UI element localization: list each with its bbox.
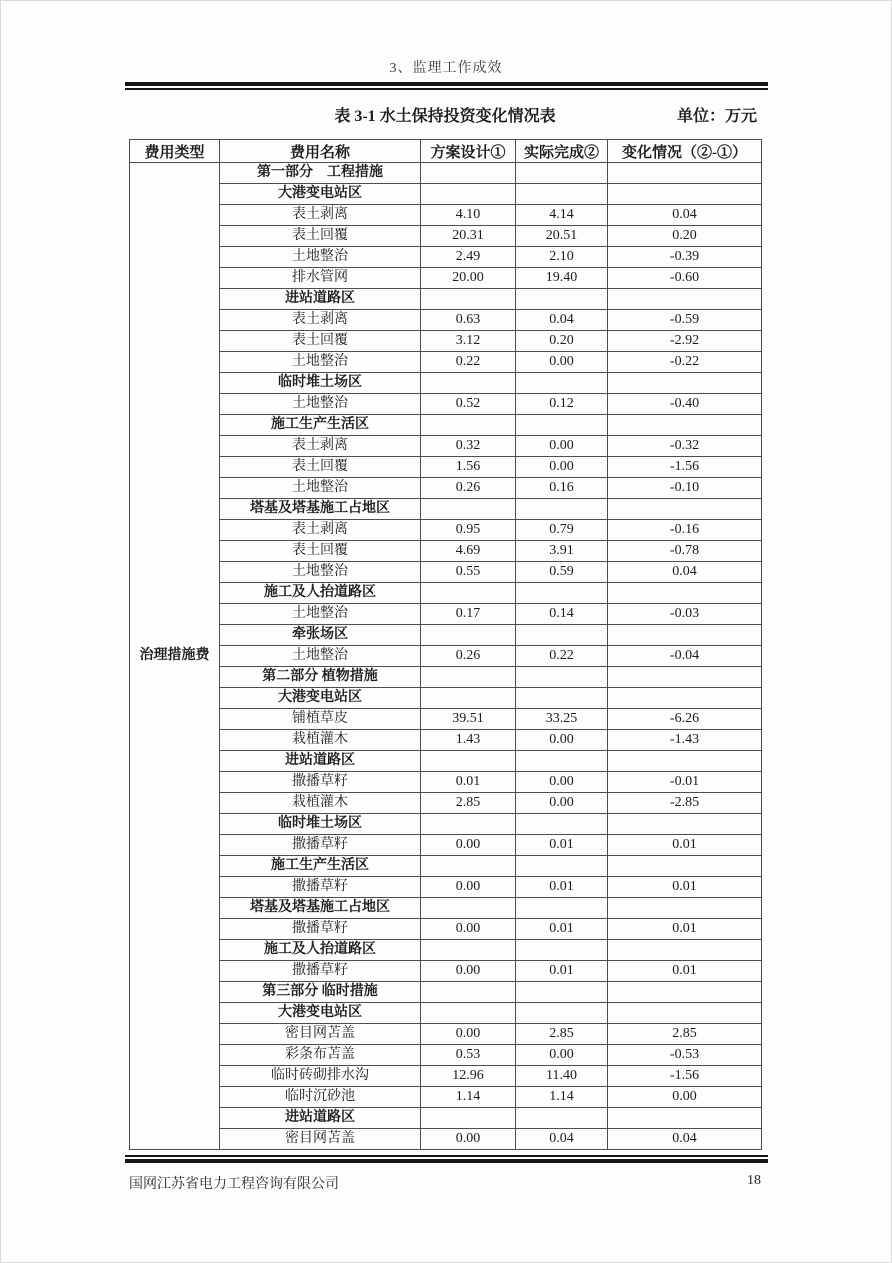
actual-value-cell: 19.40 bbox=[516, 268, 608, 289]
design-value-cell bbox=[421, 184, 516, 205]
change-value-cell bbox=[608, 184, 762, 205]
cost-name-cell: 进站道路区 bbox=[220, 289, 421, 310]
change-value-cell bbox=[608, 415, 762, 436]
change-value-cell: -0.39 bbox=[608, 247, 762, 268]
design-value-cell bbox=[421, 982, 516, 1003]
table-row bbox=[130, 919, 762, 940]
actual-value-cell: 0.00 bbox=[516, 793, 608, 814]
table-row bbox=[130, 436, 762, 457]
table-row bbox=[130, 877, 762, 898]
actual-value-cell bbox=[516, 289, 608, 310]
cost-name-cell: 塔基及塔基施工占地区 bbox=[220, 898, 421, 919]
cost-type-cell: 治理措施费 bbox=[130, 163, 220, 1150]
change-value-cell: 2.85 bbox=[608, 1024, 762, 1045]
change-value-cell bbox=[608, 625, 762, 646]
table-row bbox=[130, 814, 762, 835]
table-row bbox=[130, 856, 762, 877]
change-value-cell bbox=[608, 814, 762, 835]
table-row bbox=[130, 1108, 762, 1129]
design-value-cell bbox=[421, 625, 516, 646]
cost-name-cell: 土地整治 bbox=[220, 247, 421, 268]
table-header-row bbox=[130, 140, 762, 163]
table-row bbox=[130, 163, 762, 184]
table-caption-row bbox=[129, 103, 761, 130]
cost-name-cell: 土地整治 bbox=[220, 394, 421, 415]
design-value-cell: 0.26 bbox=[421, 478, 516, 499]
change-value-cell: -0.16 bbox=[608, 520, 762, 541]
actual-value-cell: 1.14 bbox=[516, 1087, 608, 1108]
table-row bbox=[130, 205, 762, 226]
actual-value-cell: 0.00 bbox=[516, 1045, 608, 1066]
design-value-cell bbox=[421, 940, 516, 961]
table-row bbox=[130, 268, 762, 289]
design-value-cell: 3.12 bbox=[421, 331, 516, 352]
design-value-cell: 0.00 bbox=[421, 835, 516, 856]
design-value-cell: 0.55 bbox=[421, 562, 516, 583]
table-row bbox=[130, 730, 762, 751]
design-value-cell: 0.00 bbox=[421, 919, 516, 940]
cost-name-cell: 撒播草籽 bbox=[220, 835, 421, 856]
change-value-cell bbox=[608, 1003, 762, 1024]
col-header-cost-name: 费用名称 bbox=[220, 140, 421, 163]
table-row bbox=[130, 478, 762, 499]
actual-value-cell: 0.01 bbox=[516, 961, 608, 982]
change-value-cell: -0.32 bbox=[608, 436, 762, 457]
table-row bbox=[130, 1129, 762, 1150]
change-value-cell: -0.78 bbox=[608, 541, 762, 562]
change-value-cell: 0.04 bbox=[608, 562, 762, 583]
change-value-cell: -1.43 bbox=[608, 730, 762, 751]
actual-value-cell: 11.40 bbox=[516, 1066, 608, 1087]
table-row bbox=[130, 373, 762, 394]
cost-name-cell: 栽植灌木 bbox=[220, 730, 421, 751]
table-row bbox=[130, 1045, 762, 1066]
actual-value-cell bbox=[516, 163, 608, 184]
design-value-cell: 1.56 bbox=[421, 457, 516, 478]
table-row bbox=[130, 184, 762, 205]
change-value-cell: -1.56 bbox=[608, 457, 762, 478]
cost-name-cell: 彩条布苫盖 bbox=[220, 1045, 421, 1066]
change-value-cell: -0.01 bbox=[608, 772, 762, 793]
design-value-cell bbox=[421, 373, 516, 394]
table-row bbox=[130, 1087, 762, 1108]
table-row bbox=[130, 646, 762, 667]
design-value-cell: 0.17 bbox=[421, 604, 516, 625]
actual-value-cell: 0.00 bbox=[516, 772, 608, 793]
design-value-cell: 0.00 bbox=[421, 961, 516, 982]
design-value-cell: 2.85 bbox=[421, 793, 516, 814]
cost-name-cell: 表土回覆 bbox=[220, 541, 421, 562]
cost-name-cell: 大港变电站区 bbox=[220, 184, 421, 205]
cost-name-cell: 撒播草籽 bbox=[220, 961, 421, 982]
actual-value-cell bbox=[516, 856, 608, 877]
cost-name-cell: 第三部分 临时措施 bbox=[220, 982, 421, 1003]
table-row bbox=[130, 310, 762, 331]
change-value-cell bbox=[608, 688, 762, 709]
actual-value-cell bbox=[516, 751, 608, 772]
table-row bbox=[130, 709, 762, 730]
table-row bbox=[130, 583, 762, 604]
cost-name-cell: 临时堆土场区 bbox=[220, 373, 421, 394]
cost-name-cell: 土地整治 bbox=[220, 478, 421, 499]
cost-name-cell: 表土剥离 bbox=[220, 205, 421, 226]
table-row bbox=[130, 226, 762, 247]
cost-name-cell: 进站道路区 bbox=[220, 1108, 421, 1129]
change-value-cell: -0.03 bbox=[608, 604, 762, 625]
design-value-cell bbox=[421, 415, 516, 436]
actual-value-cell: 0.22 bbox=[516, 646, 608, 667]
change-value-cell bbox=[608, 856, 762, 877]
actual-value-cell bbox=[516, 625, 608, 646]
cost-name-cell: 栽植灌木 bbox=[220, 793, 421, 814]
running-footer bbox=[129, 1173, 761, 1193]
footer-page-number: 18 bbox=[747, 1173, 761, 1188]
cost-name-cell: 大港变电站区 bbox=[220, 1003, 421, 1024]
design-value-cell: 0.53 bbox=[421, 1045, 516, 1066]
table-row bbox=[130, 835, 762, 856]
change-value-cell bbox=[608, 583, 762, 604]
actual-value-cell bbox=[516, 373, 608, 394]
cost-name-cell: 土地整治 bbox=[220, 352, 421, 373]
actual-value-cell: 0.14 bbox=[516, 604, 608, 625]
actual-value-cell: 0.20 bbox=[516, 331, 608, 352]
design-value-cell bbox=[421, 814, 516, 835]
design-value-cell bbox=[421, 856, 516, 877]
actual-value-cell bbox=[516, 499, 608, 520]
cost-name-cell: 施工及人抬道路区 bbox=[220, 583, 421, 604]
design-value-cell bbox=[421, 499, 516, 520]
cost-name-cell: 施工生产生活区 bbox=[220, 415, 421, 436]
cost-name-cell: 土地整治 bbox=[220, 604, 421, 625]
table-row bbox=[130, 772, 762, 793]
actual-value-cell: 0.12 bbox=[516, 394, 608, 415]
change-value-cell: -2.92 bbox=[608, 331, 762, 352]
design-value-cell: 0.52 bbox=[421, 394, 516, 415]
design-value-cell: 4.10 bbox=[421, 205, 516, 226]
actual-value-cell: 0.59 bbox=[516, 562, 608, 583]
design-value-cell: 1.43 bbox=[421, 730, 516, 751]
footer-company-name: 国网江苏省电力工程咨询有限公司 bbox=[129, 1177, 339, 1192]
cost-name-cell: 土地整治 bbox=[220, 562, 421, 583]
change-value-cell: 0.04 bbox=[608, 1129, 762, 1150]
table-row bbox=[130, 667, 762, 688]
design-value-cell: 0.22 bbox=[421, 352, 516, 373]
design-value-cell: 0.01 bbox=[421, 772, 516, 793]
col-header-actual: 实际完成② bbox=[516, 140, 608, 163]
actual-value-cell: 0.79 bbox=[516, 520, 608, 541]
design-value-cell: 2.49 bbox=[421, 247, 516, 268]
change-value-cell: -0.40 bbox=[608, 394, 762, 415]
actual-value-cell: 0.00 bbox=[516, 730, 608, 751]
table-row bbox=[130, 1024, 762, 1045]
design-value-cell: 0.63 bbox=[421, 310, 516, 331]
table-row bbox=[130, 352, 762, 373]
design-value-cell: 4.69 bbox=[421, 541, 516, 562]
actual-value-cell: 2.85 bbox=[516, 1024, 608, 1045]
cost-name-cell: 排水管网 bbox=[220, 268, 421, 289]
actual-value-cell: 0.04 bbox=[516, 1129, 608, 1150]
actual-value-cell bbox=[516, 688, 608, 709]
investment-change-table bbox=[129, 139, 762, 1150]
table-row bbox=[130, 499, 762, 520]
cost-name-cell: 撒播草籽 bbox=[220, 919, 421, 940]
cost-name-cell: 第二部分 植物措施 bbox=[220, 667, 421, 688]
actual-value-cell bbox=[516, 583, 608, 604]
design-value-cell bbox=[421, 163, 516, 184]
col-header-cost-type: 费用类型 bbox=[130, 140, 220, 163]
actual-value-cell bbox=[516, 814, 608, 835]
design-value-cell bbox=[421, 1108, 516, 1129]
cost-name-cell: 大港变电站区 bbox=[220, 688, 421, 709]
change-value-cell bbox=[608, 373, 762, 394]
actual-value-cell: 0.01 bbox=[516, 835, 608, 856]
cost-name-cell: 撒播草籽 bbox=[220, 877, 421, 898]
actual-value-cell: 20.51 bbox=[516, 226, 608, 247]
running-header-title: 3、监理工作成效 bbox=[389, 61, 503, 76]
change-value-cell: 0.00 bbox=[608, 1087, 762, 1108]
design-value-cell: 0.00 bbox=[421, 1129, 516, 1150]
table-row bbox=[130, 751, 762, 772]
design-value-cell bbox=[421, 751, 516, 772]
change-value-cell: 0.01 bbox=[608, 877, 762, 898]
table-row bbox=[130, 961, 762, 982]
footer-rule bbox=[125, 1155, 768, 1163]
design-value-cell: 39.51 bbox=[421, 709, 516, 730]
design-value-cell: 20.00 bbox=[421, 268, 516, 289]
table-row bbox=[130, 898, 762, 919]
table-row bbox=[130, 982, 762, 1003]
table-row bbox=[130, 289, 762, 310]
change-value-cell: 0.01 bbox=[608, 835, 762, 856]
actual-value-cell: 0.16 bbox=[516, 478, 608, 499]
design-value-cell: 0.00 bbox=[421, 877, 516, 898]
table-row bbox=[130, 688, 762, 709]
cost-name-cell: 表土回覆 bbox=[220, 331, 421, 352]
change-value-cell: -0.10 bbox=[608, 478, 762, 499]
change-value-cell: -0.04 bbox=[608, 646, 762, 667]
design-value-cell: 12.96 bbox=[421, 1066, 516, 1087]
table-row bbox=[130, 541, 762, 562]
cost-name-cell: 牵张场区 bbox=[220, 625, 421, 646]
cost-name-cell: 临时砖砌排水沟 bbox=[220, 1066, 421, 1087]
change-value-cell: -0.53 bbox=[608, 1045, 762, 1066]
col-header-design: 方案设计① bbox=[421, 140, 516, 163]
cost-name-cell: 密目网苫盖 bbox=[220, 1129, 421, 1150]
change-value-cell bbox=[608, 163, 762, 184]
actual-value-cell: 0.00 bbox=[516, 457, 608, 478]
table-row bbox=[130, 793, 762, 814]
actual-value-cell bbox=[516, 898, 608, 919]
table-row bbox=[130, 415, 762, 436]
actual-value-cell: 0.04 bbox=[516, 310, 608, 331]
design-value-cell bbox=[421, 289, 516, 310]
cost-name-cell: 临时沉砂池 bbox=[220, 1087, 421, 1108]
change-value-cell: -0.59 bbox=[608, 310, 762, 331]
actual-value-cell bbox=[516, 667, 608, 688]
change-value-cell bbox=[608, 499, 762, 520]
cost-name-cell: 铺植草皮 bbox=[220, 709, 421, 730]
design-value-cell: 0.26 bbox=[421, 646, 516, 667]
change-value-cell: 0.20 bbox=[608, 226, 762, 247]
design-value-cell bbox=[421, 583, 516, 604]
cost-name-cell: 表土剥离 bbox=[220, 436, 421, 457]
table-row bbox=[130, 331, 762, 352]
table-row bbox=[130, 1003, 762, 1024]
design-value-cell: 1.14 bbox=[421, 1087, 516, 1108]
table-row bbox=[130, 394, 762, 415]
table-row bbox=[130, 940, 762, 961]
actual-value-cell: 0.00 bbox=[516, 352, 608, 373]
cost-name-cell: 进站道路区 bbox=[220, 751, 421, 772]
change-value-cell: -0.22 bbox=[608, 352, 762, 373]
cost-name-cell: 密目网苫盖 bbox=[220, 1024, 421, 1045]
actual-value-cell: 0.01 bbox=[516, 919, 608, 940]
actual-value-cell bbox=[516, 940, 608, 961]
actual-value-cell bbox=[516, 1003, 608, 1024]
cost-name-cell: 表土回覆 bbox=[220, 457, 421, 478]
col-header-change: 变化情况（②-①） bbox=[608, 140, 762, 163]
cost-name-cell: 施工生产生活区 bbox=[220, 856, 421, 877]
table-row bbox=[130, 604, 762, 625]
change-value-cell: 0.01 bbox=[608, 919, 762, 940]
cost-name-cell: 土地整治 bbox=[220, 646, 421, 667]
cost-name-cell: 表土回覆 bbox=[220, 226, 421, 247]
actual-value-cell: 2.10 bbox=[516, 247, 608, 268]
actual-value-cell bbox=[516, 415, 608, 436]
table-unit-label: 单位：万元 bbox=[676, 108, 757, 125]
actual-value-cell: 0.01 bbox=[516, 877, 608, 898]
change-value-cell bbox=[608, 289, 762, 310]
actual-value-cell: 33.25 bbox=[516, 709, 608, 730]
table-row bbox=[130, 520, 762, 541]
change-value-cell bbox=[608, 898, 762, 919]
design-value-cell: 0.00 bbox=[421, 1024, 516, 1045]
actual-value-cell bbox=[516, 1108, 608, 1129]
actual-value-cell: 4.14 bbox=[516, 205, 608, 226]
cost-name-cell: 施工及人抬道路区 bbox=[220, 940, 421, 961]
cost-name-cell: 表土剥离 bbox=[220, 520, 421, 541]
table-row bbox=[130, 625, 762, 646]
change-value-cell bbox=[608, 751, 762, 772]
cost-name-cell: 塔基及塔基施工占地区 bbox=[220, 499, 421, 520]
actual-value-cell bbox=[516, 982, 608, 1003]
design-value-cell bbox=[421, 1003, 516, 1024]
table-row bbox=[130, 247, 762, 268]
table-title: 表 3-1 水土保持投资变化情况表 bbox=[334, 108, 556, 125]
table-body bbox=[130, 163, 762, 1150]
actual-value-cell: 3.91 bbox=[516, 541, 608, 562]
cost-name-cell: 撒播草籽 bbox=[220, 772, 421, 793]
actual-value-cell: 0.00 bbox=[516, 436, 608, 457]
design-value-cell: 20.31 bbox=[421, 226, 516, 247]
change-value-cell bbox=[608, 982, 762, 1003]
design-value-cell bbox=[421, 688, 516, 709]
table-row bbox=[130, 562, 762, 583]
change-value-cell bbox=[608, 940, 762, 961]
actual-value-cell bbox=[516, 184, 608, 205]
change-value-cell bbox=[608, 667, 762, 688]
cost-name-cell: 表土剥离 bbox=[220, 310, 421, 331]
table-row bbox=[130, 457, 762, 478]
design-value-cell: 0.95 bbox=[421, 520, 516, 541]
design-value-cell bbox=[421, 667, 516, 688]
change-value-cell: -2.85 bbox=[608, 793, 762, 814]
change-value-cell: -0.60 bbox=[608, 268, 762, 289]
change-value-cell bbox=[608, 1108, 762, 1129]
cost-name-cell: 临时堆土场区 bbox=[220, 814, 421, 835]
cost-name-cell: 第一部分 工程措施 bbox=[220, 163, 421, 184]
change-value-cell: -6.26 bbox=[608, 709, 762, 730]
table-row bbox=[130, 1066, 762, 1087]
change-value-cell: 0.01 bbox=[608, 961, 762, 982]
change-value-cell: -1.56 bbox=[608, 1066, 762, 1087]
design-value-cell bbox=[421, 898, 516, 919]
change-value-cell: 0.04 bbox=[608, 205, 762, 226]
header-rule bbox=[125, 82, 768, 90]
design-value-cell: 0.32 bbox=[421, 436, 516, 457]
